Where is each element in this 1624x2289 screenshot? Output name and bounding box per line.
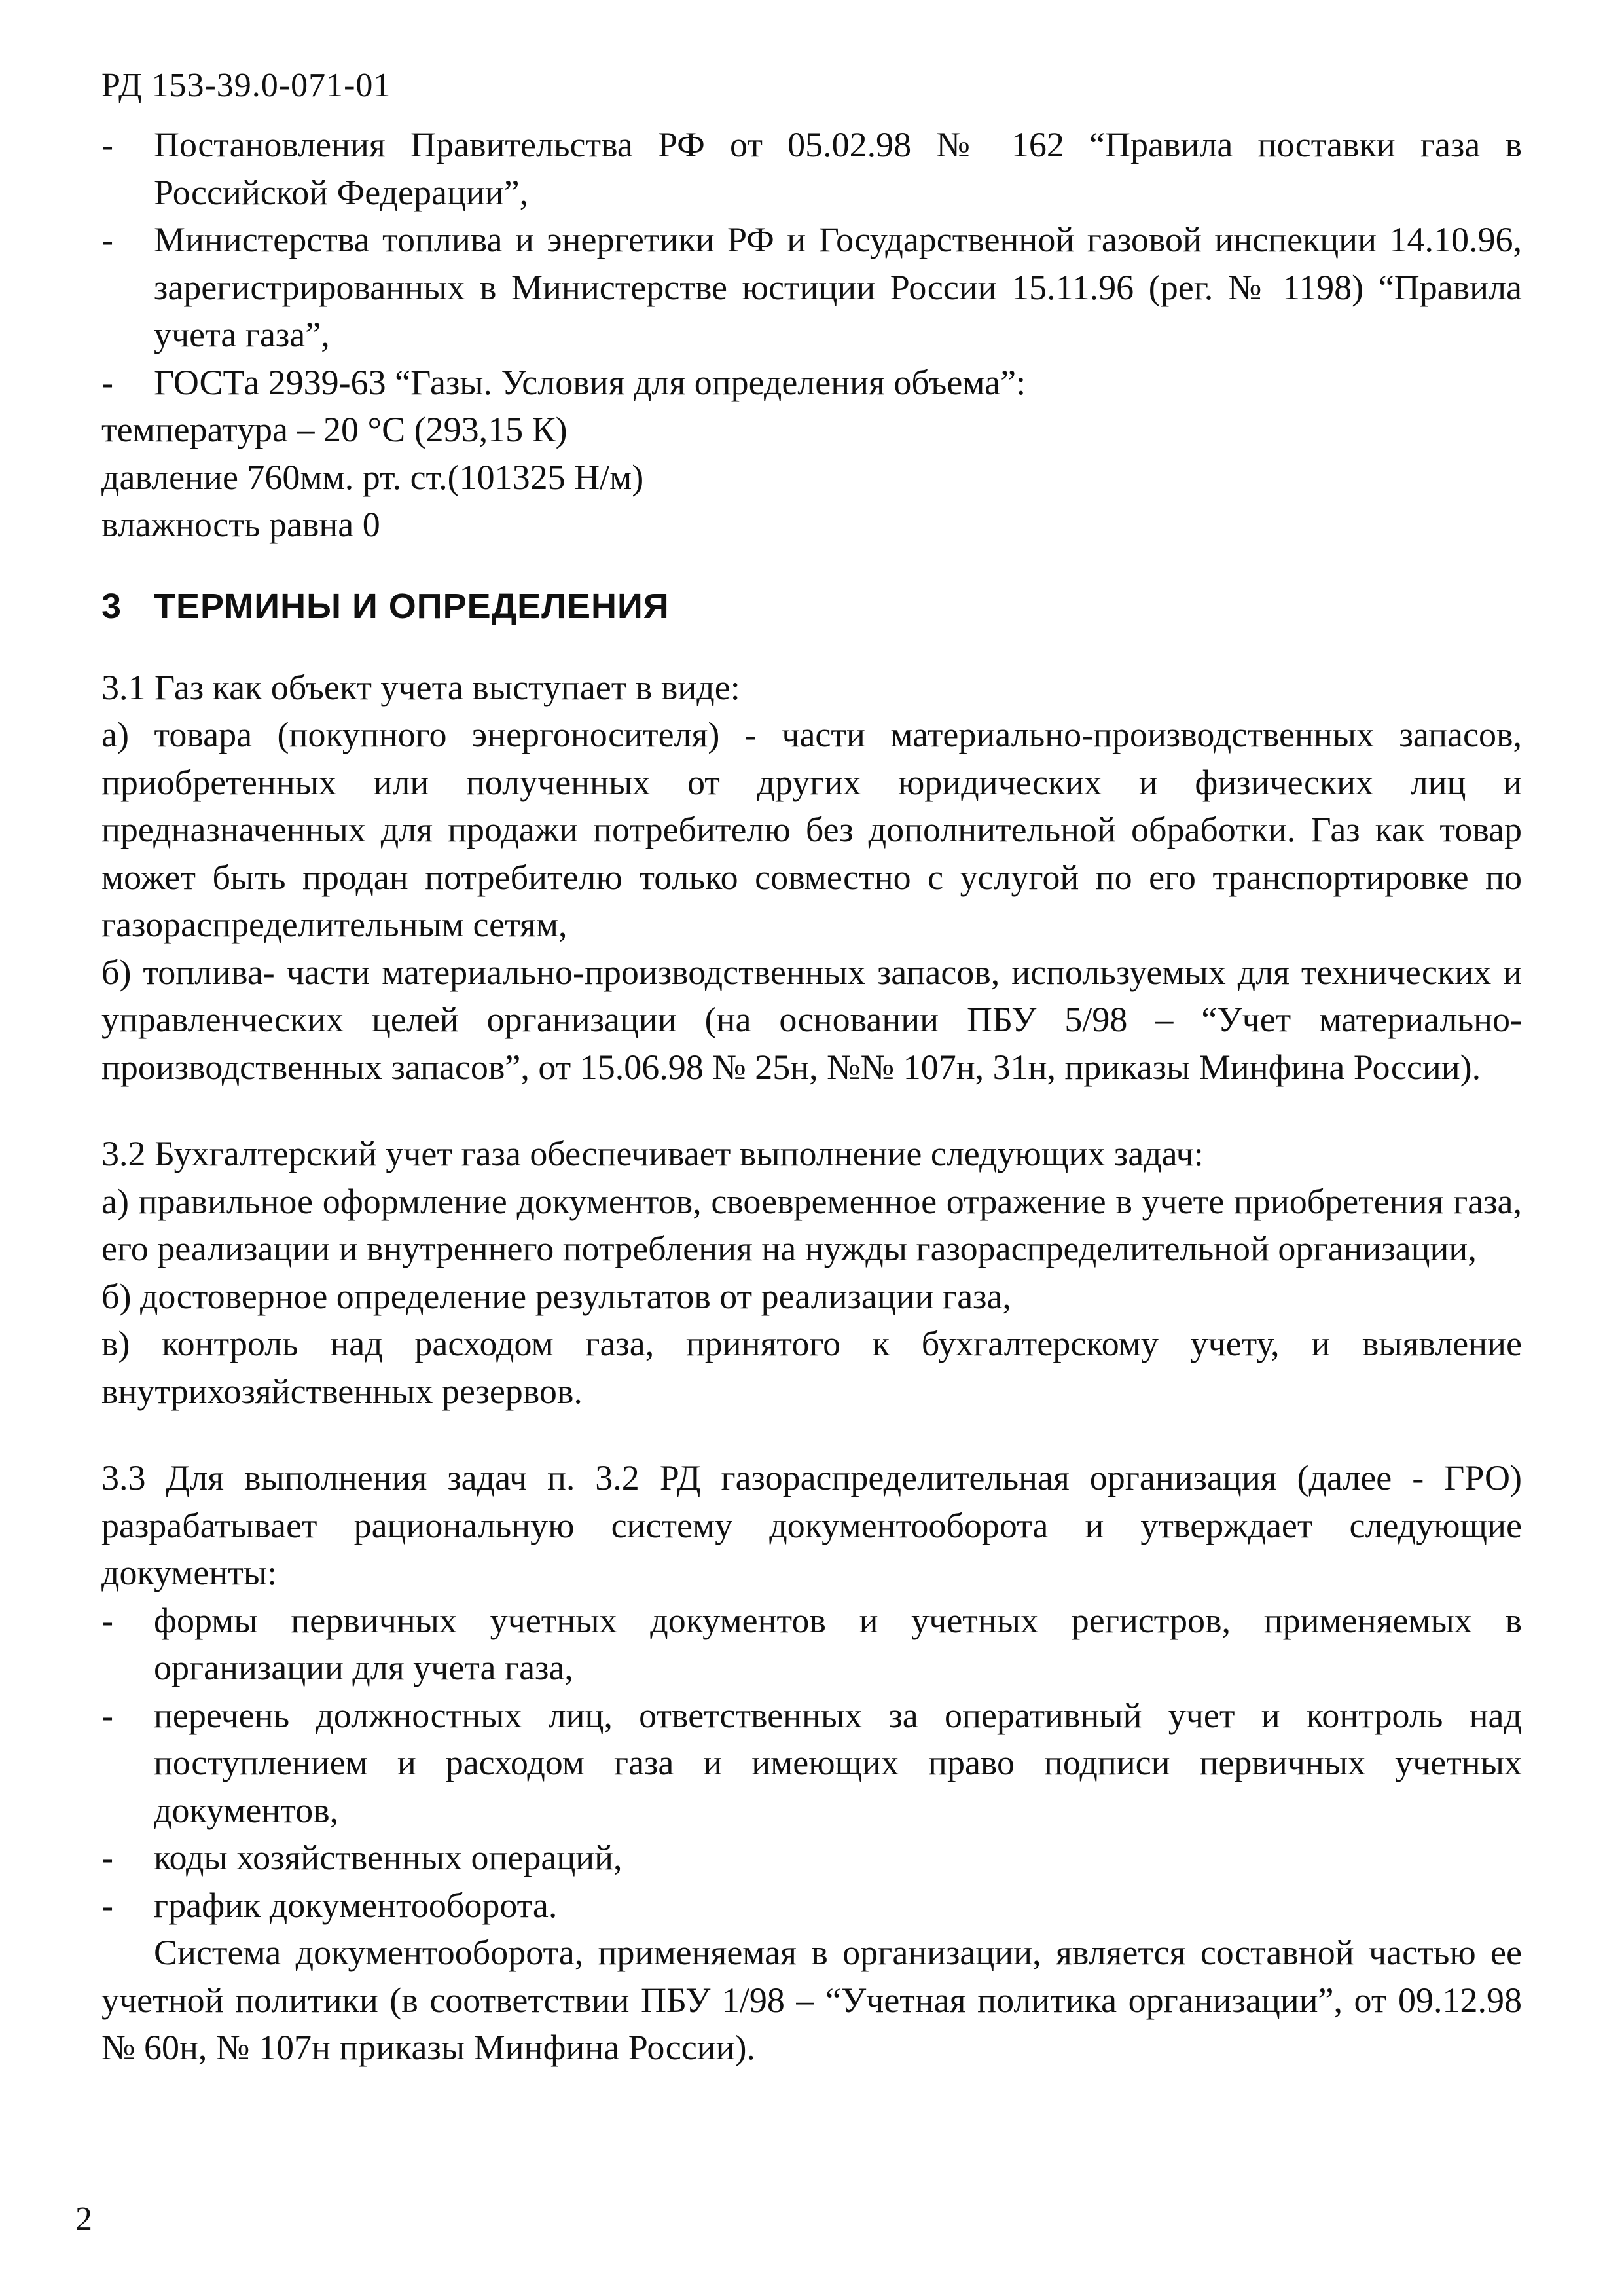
clause-3-1 bbox=[101, 664, 1522, 1091]
clause-intro: 3.2 Бухгалтерский учет газа обеспечивает выполнение следующих задач: bbox=[101, 1134, 1204, 1173]
list-dash: - bbox=[101, 220, 113, 259]
clause-item-c: в) контроль над расходом газа, принятого к бухгалтерскому учету, и выявление внутрихозяйственных резервов. bbox=[101, 1324, 1522, 1411]
clause-item-b: б) топлива- части материально-производственных запасов, используемых для технических и управленческих целей организации (на основании ПБУ 5/98 – “Учет материально-производственных запасов”, от 15.06.98 № 25н, №№ 107н, 31н, приказы Минфина России). bbox=[101, 952, 1522, 1087]
list-dash: - bbox=[101, 1885, 113, 1925]
clause-item-a: а) товара (покупного энергоносителя) - части материально-производственных запасов, приобретенных или полученных от других юридических и физических лиц и предназначенных для продажи потребителю без дополнительной обработки. Газ как товар может быть продан потребителю только совместно с услугой по его транспортировке по газораспределительным сетям, bbox=[101, 715, 1522, 944]
condition-pressure: давление 760мм. рт. ст.(101325 Н/м) bbox=[101, 457, 644, 497]
list-item bbox=[101, 121, 1522, 216]
clause-3-2 bbox=[101, 1130, 1522, 1415]
clause-3-3 bbox=[101, 1454, 1522, 2072]
list-dash: - bbox=[101, 1695, 113, 1735]
document-code: РД 153-39.0-071-01 bbox=[101, 67, 391, 104]
conditions-block bbox=[101, 406, 1522, 549]
list-dash: - bbox=[101, 1838, 113, 1877]
clause-item-b: б) достоверное определение результатов от реализации газа, bbox=[101, 1276, 1011, 1316]
list-item bbox=[101, 359, 1522, 407]
list-item-text: перечень должностных лиц, ответственных за оперативный учет и контроль над поступлением и расходом газа и имеющих право подписи первичных учетных документов, bbox=[154, 1695, 1522, 1830]
section-title: ТЕРМИНЫ И ОПРЕДЕЛЕНИЯ bbox=[154, 586, 670, 626]
clause-closing: Система документооборота, применяемая в организации, является составной частью ее учетной политики (в соответствии ПБУ 1/98 – “Учетная политика организации”, от 09.12.98 № 60н, № 107н приказы Минфина России). bbox=[101, 1933, 1522, 2067]
page-number: 2 bbox=[75, 2201, 92, 2238]
list-item bbox=[101, 216, 1522, 359]
clause-item-a: а) правильное оформление документов, своевременное отражение в учете приобретения газа, его реализации и внутреннего потребления на нужды газораспределительной организации, bbox=[101, 1181, 1522, 1268]
list-item-text: ГОСТа 2939-63 “Газы. Условия для определения объема”: bbox=[154, 362, 1026, 402]
clause-intro: 3.1 Газ как объект учета выступает в виде: bbox=[101, 667, 740, 707]
list-item bbox=[101, 1692, 1522, 1835]
list-item-text: график документооборота. bbox=[154, 1885, 558, 1925]
list-item bbox=[101, 1834, 1522, 1882]
section-heading bbox=[101, 583, 1522, 630]
list-item bbox=[101, 1882, 1522, 1930]
list-item-text: Постановления Правительства РФ от 05.02.98 № 162 “Правила поставки газа в Российской Федерации”, bbox=[154, 125, 1522, 212]
list-item-text: коды хозяйственных операций, bbox=[154, 1838, 623, 1877]
document-body bbox=[101, 121, 1522, 2072]
list-item-text: Министерства топлива и энергетики РФ и Государственной газовой инспекции 14.10.96, зарегистрированных в Министерстве юстиции России 15.11.96 (рег. № 1198) “Правила учета газа”, bbox=[154, 220, 1522, 354]
list-dash: - bbox=[101, 1600, 113, 1640]
clause-intro: 3.3 Для выполнения задач п. 3.2 РД газораспределительная организация (далее - ГРО) разрабатывает рациональную систему документооборота и утверждает следующие документы: bbox=[101, 1458, 1522, 1592]
intro-list bbox=[101, 121, 1522, 406]
list-item-text: формы первичных учетных документов и учетных регистров, применяемых в организации для учета газа, bbox=[154, 1600, 1522, 1687]
list-item bbox=[101, 1597, 1522, 1692]
list-dash: - bbox=[101, 125, 113, 164]
section-number: 3 bbox=[101, 586, 122, 626]
condition-temperature: температура – 20 °С (293,15 К) bbox=[101, 410, 568, 449]
condition-humidity: влажность равна 0 bbox=[101, 505, 380, 544]
list-dash: - bbox=[101, 362, 113, 402]
